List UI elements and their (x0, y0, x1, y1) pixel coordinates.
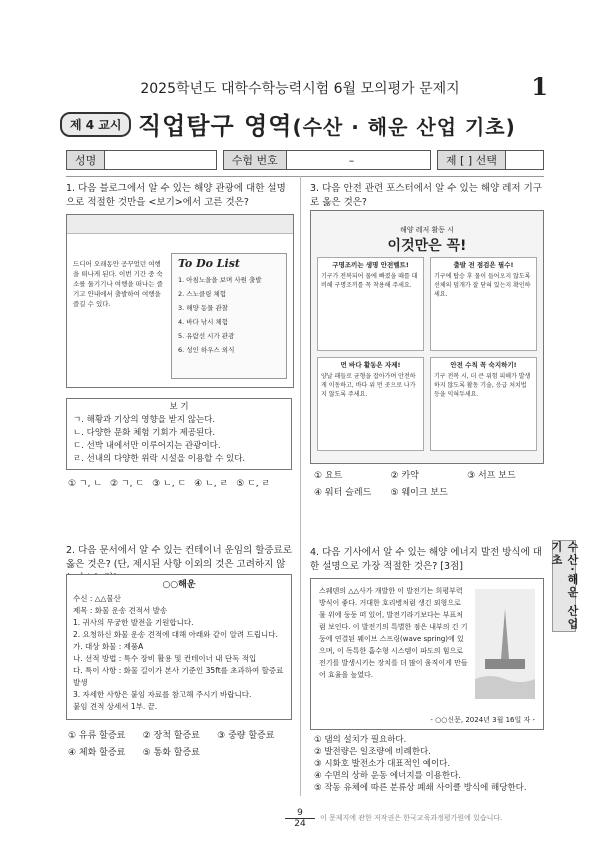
q3-option[interactable]: ④ 워터 슬레드 (314, 488, 372, 498)
exam-number-label: 수험 번호 (224, 151, 287, 169)
q4-option[interactable]: ① 댐의 설치가 필요하다. (314, 735, 407, 745)
doc-line: 다. 특이 사항 : 화물 길이가 본사 기준인 35ft를 초과하여 할증료 발생 (73, 666, 284, 687)
todo-item: 5. 유람선 시가 관광 (178, 332, 235, 340)
q4-options (314, 734, 546, 794)
id-row (66, 150, 544, 170)
todo-item: 2. 스노클링 체험 (178, 290, 227, 298)
doc-head: ○○해운 (162, 580, 196, 590)
doc-line: 제목 : 화물 운송 견적서 발송 (73, 606, 168, 615)
panel-text: 기구 전복 시, 더 큰 위험 피해가 발생하지 않도록 활동 기술, 응급 처치법 등을 익혀두세요. (434, 373, 531, 398)
q4-article (310, 578, 544, 730)
panel-text: 기구에 탑승 후 물이 들어오지 않도록 선체의 덮개가 잘 닫혀 있는지 확인하세요. (434, 273, 531, 298)
q4-stem: 4. 다음 기사에서 알 수 있는 해양 에너지 발전 방식에 대한 설명으로 가장 적절한 것은? [3점] (310, 547, 542, 572)
q4-option[interactable]: ④ 수면의 상하 운동 에너지를 이용한다. (314, 771, 461, 781)
exam-title: 2025학년도 대학수학능력시험 6월 모의평가 문제지 (140, 81, 460, 97)
exam-number-field[interactable] (223, 150, 431, 170)
todo-item: 3. 해양 동물 관찰 (178, 304, 229, 312)
page-current: 9 (297, 808, 303, 818)
article-image (475, 589, 535, 699)
article-source: - ○○신문, 2024년 3월 16일 자 - (430, 716, 535, 724)
period-badge: 제 4 교시 (60, 112, 131, 137)
poster-panel (430, 257, 537, 351)
subject-main: 직업탐구 영역 (138, 112, 293, 140)
q2-option[interactable]: ① 유류 할증료 (68, 731, 126, 741)
name-field[interactable] (66, 150, 217, 170)
q1-option[interactable]: ④ ㄴ, ㄹ (194, 479, 229, 489)
doc-line: 가. 대상 화물 : 제품A (73, 642, 144, 651)
todo-item: 1. 아침노을을 보며 사원 출발 (178, 276, 262, 284)
q2-document (66, 574, 292, 720)
bogi-item: ㄹ. 선내의 다양한 위락 시설을 이용할 수 있다. (73, 454, 246, 464)
todo-item: 6. 성인 하우스 외식 (178, 346, 235, 354)
panel-title: 출발 전 점검은 필수! (453, 261, 514, 269)
subject-banner (60, 106, 550, 144)
exam-number-dash: – (348, 153, 355, 167)
wave-generator-icon (475, 589, 535, 699)
q2-option[interactable]: ⑤ 통화 할증료 (142, 748, 200, 758)
subject-title (138, 106, 516, 141)
q2-option[interactable]: ④ 체화 할증료 (68, 748, 126, 758)
q1-blog (66, 214, 294, 388)
subject-sidebar-tab: 수산·해운 산업 기초 (550, 541, 579, 632)
q2-option[interactable]: ③ 중량 할증료 (217, 731, 275, 741)
bogi-label: 보 기 (169, 402, 189, 412)
copyright-notice: 이 문제지에 관한 저작권은 한국교육과정평가원에 있습니다. (320, 814, 503, 822)
q4-option[interactable]: ⑤ 작동 유체에 따른 분류상 폐쇄 사이클 방식에 해당한다. (314, 783, 527, 793)
bogi-item: ㄱ. 해황과 기상의 영향을 받지 않는다. (73, 415, 216, 425)
poster-title: 이것만은 꼭! (387, 238, 467, 254)
browser-bar (67, 215, 293, 234)
q2-option[interactable]: ② 장척 할증료 (142, 731, 200, 741)
choice-label: 제 [ ] 선택 (438, 151, 506, 169)
todo-title: To Do List (178, 257, 240, 270)
q3-option[interactable]: ⑤ 웨이크 보드 (390, 488, 448, 498)
bogi-list (73, 414, 285, 466)
poster-panel (317, 257, 424, 351)
header-divider (66, 176, 544, 177)
panel-title: 먼 바다 활동은 자제! (340, 361, 401, 369)
bogi-item: ㄴ. 다양한 문화 체험 기회가 제공된다. (73, 428, 216, 438)
q1-option[interactable]: ② ㄱ, ㄷ (110, 479, 145, 489)
poster-panel (317, 357, 424, 451)
todo-item: 4. 바다 낚시 체험 (178, 318, 229, 326)
q4-option[interactable]: ③ 시화호 발전소가 대표적인 예이다. (314, 759, 451, 769)
bogi-item: ㄷ. 선박 내에서만 이루어지는 관광이다. (73, 441, 221, 451)
q1-stem: 1. 다음 블로그에서 알 수 있는 해양 관광에 대한 설명으로 적절한 것만을 <보기>에서 고른 것은? (66, 183, 286, 208)
q3-options (314, 468, 546, 498)
q2-options (68, 728, 294, 758)
doc-line: 붙임 견적 상세서 1부. 끝. (73, 702, 158, 711)
q4-option[interactable]: ② 발전량은 일조량에 비례한다. (314, 747, 431, 757)
poster-panel (430, 357, 537, 451)
poster-top: 해양 레저 활동 시 (399, 226, 454, 234)
q1-option[interactable]: ③ ㄴ, ㄷ (152, 479, 187, 489)
subject-sub: (수산 · 해운 산업 기초) (292, 115, 516, 139)
name-label: 성명 (67, 151, 105, 169)
todo-list (172, 273, 286, 357)
q1-options (68, 476, 294, 489)
doc-line: 나. 선적 방법 : 특수 장비 활용 및 컨테이너 내 단독 적입 (73, 654, 257, 663)
todo-card (171, 253, 287, 379)
q2-stem: 2. 다음 문서에서 알 수 있는 컨테이너 운임의 할증료로 옳은 것은? (단, 제시된 사항 이외의 것은 고려하지 않 (66, 545, 292, 570)
panel-title: 구명조끼는 생명 안전벨트! (332, 261, 409, 269)
q3-poster (310, 210, 544, 464)
panel-title: 안전 수칙 꼭 숙지하기! (450, 361, 517, 369)
poster-panels (317, 257, 537, 451)
blog-paragraph: 드디어 오래동안 공꾸었던 여행을 떠나게 된다. 이번 기간 중 숙소를 둘기기나 여행을 떠나는 즐기고 안내에서 출발하여 여행을 즐길 수 있다. (73, 260, 163, 308)
q3-option[interactable]: ② 카약 (390, 471, 419, 481)
q3-option[interactable]: ① 요트 (314, 471, 343, 481)
doc-lines (73, 593, 285, 713)
q1-option[interactable]: ⑤ ㄷ, ㄹ (236, 479, 271, 489)
doc-line: 수신 : △△물산 (73, 594, 121, 603)
doc-line: 1. 귀사의 무궁한 발전을 기원합니다. (73, 618, 194, 627)
q1-option[interactable]: ① ㄱ, ㄴ (68, 479, 103, 489)
article-text: 스웨덴의 △△사가 개발한 이 발전기는 희평부력 방식이 좋다. 거대한 호리병처럼 생긴 외형으로 물 위에 둥둥 떠 있어, 발전기라기보다는 부표처럼 보인다. 이 발전기의 특별한 점은 내부의 긴 기둥에 연결된 웨이브 스프링(wave spring)에 있으며, 이 독특한 흡수형 시스템이 파도의 힘으로 전기를 발생시키는 장치를 더 많이 움직이게 만들어 효율을 높였다. (319, 587, 468, 679)
q3-option[interactable]: ③ 서프 보드 (467, 471, 516, 481)
q1-bogi (66, 398, 292, 470)
panel-text: 기구가 전복되어 물에 빠졌을 때를 대비해 구명조끼를 꼭 착용해 주세요. (321, 273, 418, 289)
doc-line: 3. 자세한 사항은 붙임 자료를 참고해 주시기 바랍니다. (73, 690, 252, 699)
choice-field[interactable] (437, 150, 544, 170)
panel-text: 양날 패들로 균형을 잡아가며 안전하게 이동하고, 바다 위 먼 곳으로 나가지 않도록 주세요. (321, 373, 416, 398)
q3-stem: 3. 다음 안전 관련 포스터에서 알 수 있는 해양 레저 기구로 옳은 것은? (310, 183, 542, 208)
column-divider (300, 176, 301, 796)
page-total: 24 (285, 818, 315, 829)
doc-line: 2. 요청하신 화물 운송 견적에 대해 아래와 같이 알려 드립니다. (73, 630, 278, 639)
page-number: 1 (531, 72, 548, 101)
page-counter (285, 808, 315, 829)
